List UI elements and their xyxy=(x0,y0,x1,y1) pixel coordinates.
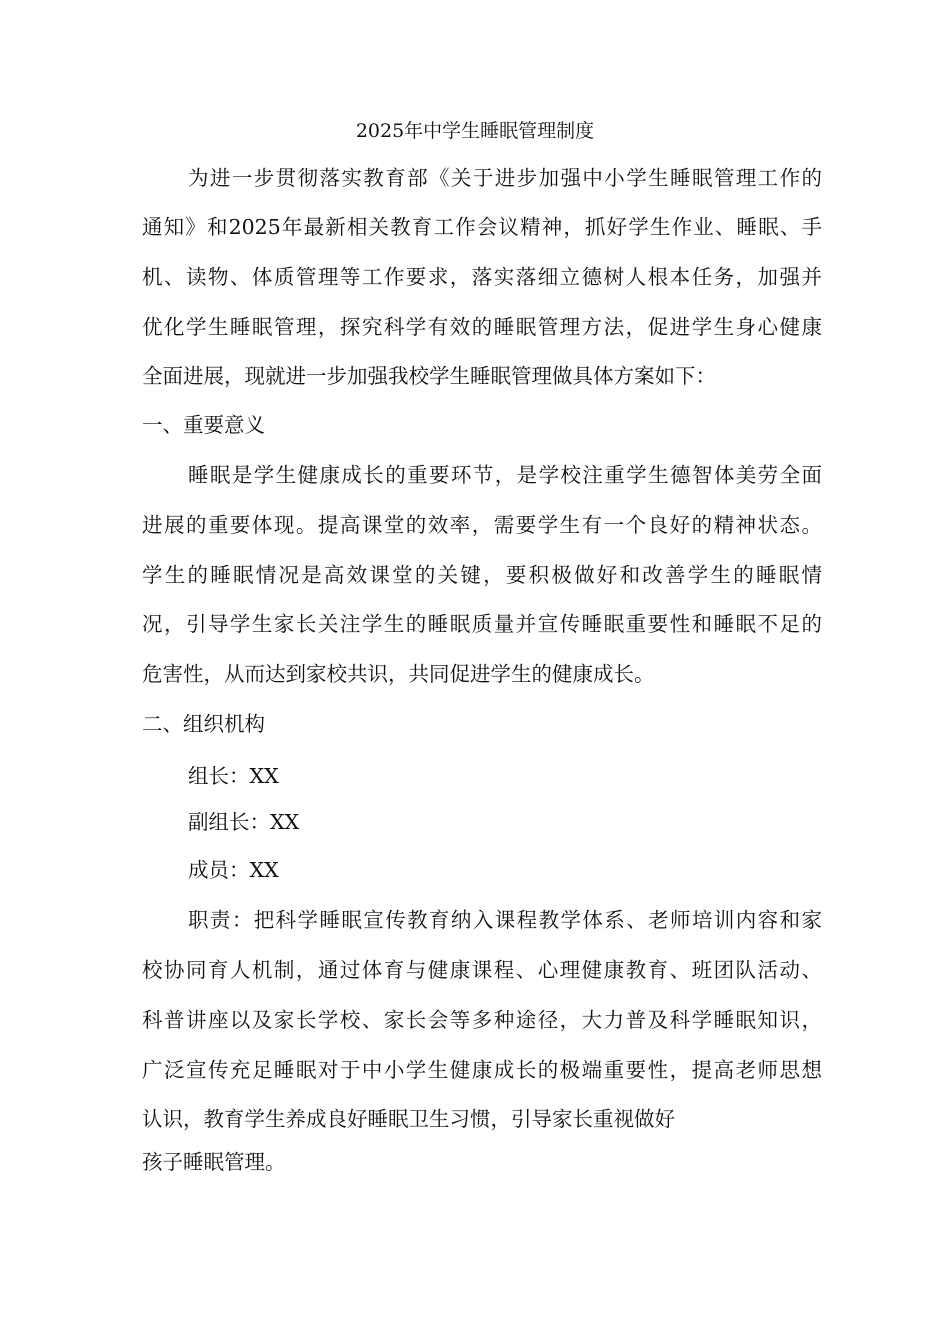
duty-line-3: 科普讲座以及家长学校、家长会等多种途径，大力普及科学睡眠知识， xyxy=(142,1008,822,1032)
duty-line-5: 认识，教育学生养成良好睡眠卫生习惯，引导家长重视做好 xyxy=(142,1107,675,1131)
intro-line-4: 优化学生睡眠管理，探究科学有效的睡眠管理方法，促进学生身心健康 xyxy=(142,315,822,339)
duty-line-6: 孩子睡眠管理。 xyxy=(142,1150,286,1174)
duty-line-2: 校协同育人机制，通过体育与健康课程、心理健康教育、班团队活动、 xyxy=(142,958,822,982)
section1-line-4: 况，引导学生家长关注学生的睡眠质量并宣传睡眠重要性和睡眠不足的 xyxy=(142,612,822,636)
document-title: 2025年中学生睡眠管理制度 xyxy=(355,120,595,142)
intro-line-5: 全面进展，现就进一步加强我校学生睡眠管理做具体方案如下： xyxy=(142,364,716,388)
duty-line-4: 广泛宣传充足睡眠对于中小学生健康成长的极端重要性，提高老师思想 xyxy=(142,1058,822,1082)
org-leader: 组长：XX xyxy=(188,764,279,788)
duty-line-1: 职责：把科学睡眠宣传教育纳入课程教学体系、老师培训内容和家 xyxy=(188,908,822,932)
intro-line-2: 通知》和2025年最新相关教育工作会议精神，抓好学生作业、睡眠、手 xyxy=(142,215,822,239)
section2-heading: 二、组织机构 xyxy=(142,712,265,736)
org-members: 成员：XX xyxy=(188,858,279,882)
intro-line-1: 为进一步贯彻落实教育部《关于进步加强中小学生睡眠管理工作的 xyxy=(188,166,822,190)
intro-line-3: 机、读物、体质管理等工作要求，落实落细立德树人根本任务，加强并 xyxy=(142,265,822,289)
section1-line-2: 进展的重要体现。提高课堂的效率，需要学生有一个良好的精神状态。 xyxy=(142,513,822,537)
section1-heading: 一、重要意义 xyxy=(142,413,265,437)
section1-line-3: 学生的睡眠情况是高效课堂的关键，要积极做好和改善学生的睡眠情 xyxy=(142,563,822,587)
section1-line-5: 危害性，从而达到家校共识，共同促进学生的健康成长。 xyxy=(142,662,655,686)
org-deputy: 副组长：XX xyxy=(188,810,300,834)
section1-line-1: 睡眠是学生健康成长的重要环节，是学校注重学生德智体美劳全面 xyxy=(188,463,822,487)
